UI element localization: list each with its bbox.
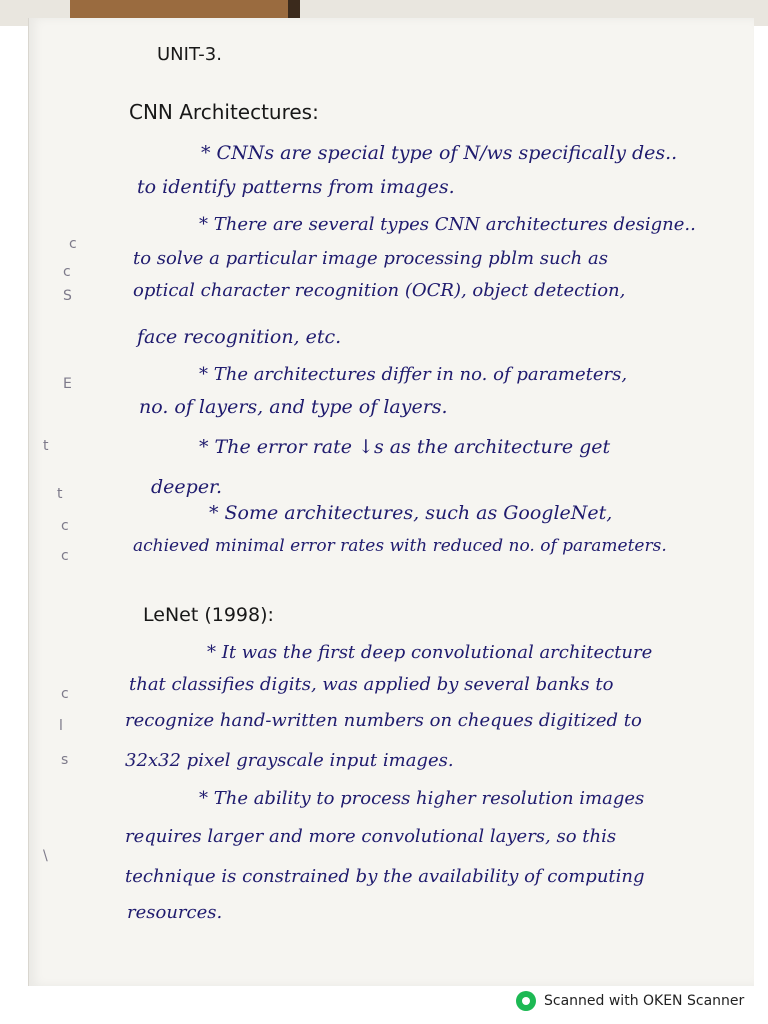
- note-line: deeper.: [151, 476, 223, 498]
- margin-mark: S: [63, 288, 72, 304]
- note-line: recognize hand-written numbers on cheques digitized to: [125, 710, 642, 731]
- margin-mark: s: [61, 752, 69, 768]
- note-line: to identify patterns from images.: [137, 176, 455, 198]
- note-line: * CNNs are special type of N/ws specifically des..: [201, 142, 678, 164]
- note-line: technique is constrained by the availability of computing: [125, 866, 645, 887]
- note-line: * The ability to process higher resolution images: [199, 788, 645, 809]
- margin-mark: c: [61, 686, 69, 702]
- note-line: no. of layers, and type of layers.: [139, 396, 448, 418]
- note-line: optical character recognition (OCR), object detection,: [133, 280, 626, 301]
- note-line: achieved minimal error rates with reduced no. of parameters.: [133, 536, 667, 556]
- note-line: * Some architectures, such as GoogleNet,: [209, 502, 613, 524]
- note-line: that classifies digits, was applied by several banks to: [129, 674, 614, 695]
- margin-mark: t: [57, 486, 63, 502]
- note-line: * The architectures differ in no. of parameters,: [199, 364, 628, 385]
- unit-title: UNIT-3.: [157, 44, 222, 65]
- desk-edge: [70, 0, 295, 18]
- notebook-page: [28, 18, 754, 986]
- note-line: face recognition, etc.: [137, 326, 342, 348]
- margin-mark: c: [63, 264, 71, 280]
- note-line: * The error rate ↓s as the architecture get: [199, 436, 611, 458]
- oken-scanner-logo-icon: [516, 991, 536, 1011]
- margin-mark: c: [69, 236, 77, 252]
- note-line: resources.: [127, 902, 223, 923]
- note-line: 32x32 pixel grayscale input images.: [125, 750, 454, 771]
- margin-mark: l: [59, 718, 63, 734]
- note-line: * It was the first deep convolutional architecture: [207, 642, 653, 663]
- margin-mark: c: [61, 548, 69, 564]
- note-line: * There are several types CNN architectures designe..: [199, 214, 696, 235]
- margin-mark: \: [43, 848, 48, 864]
- note-line: requires larger and more convolutional layers, so this: [125, 826, 617, 847]
- scanner-watermark: [516, 990, 744, 1012]
- margin-mark: t: [43, 438, 49, 454]
- scanner-watermark-text: Scanned with OKEN Scanner: [544, 993, 745, 1009]
- margin-mark: c: [61, 518, 69, 534]
- margin-mark: E: [63, 376, 72, 392]
- section-heading-lenet: LeNet (1998):: [143, 604, 274, 626]
- note-line: to solve a particular image processing pblm such as: [133, 248, 608, 269]
- section-heading-cnn-architectures: CNN Architectures:: [129, 100, 319, 124]
